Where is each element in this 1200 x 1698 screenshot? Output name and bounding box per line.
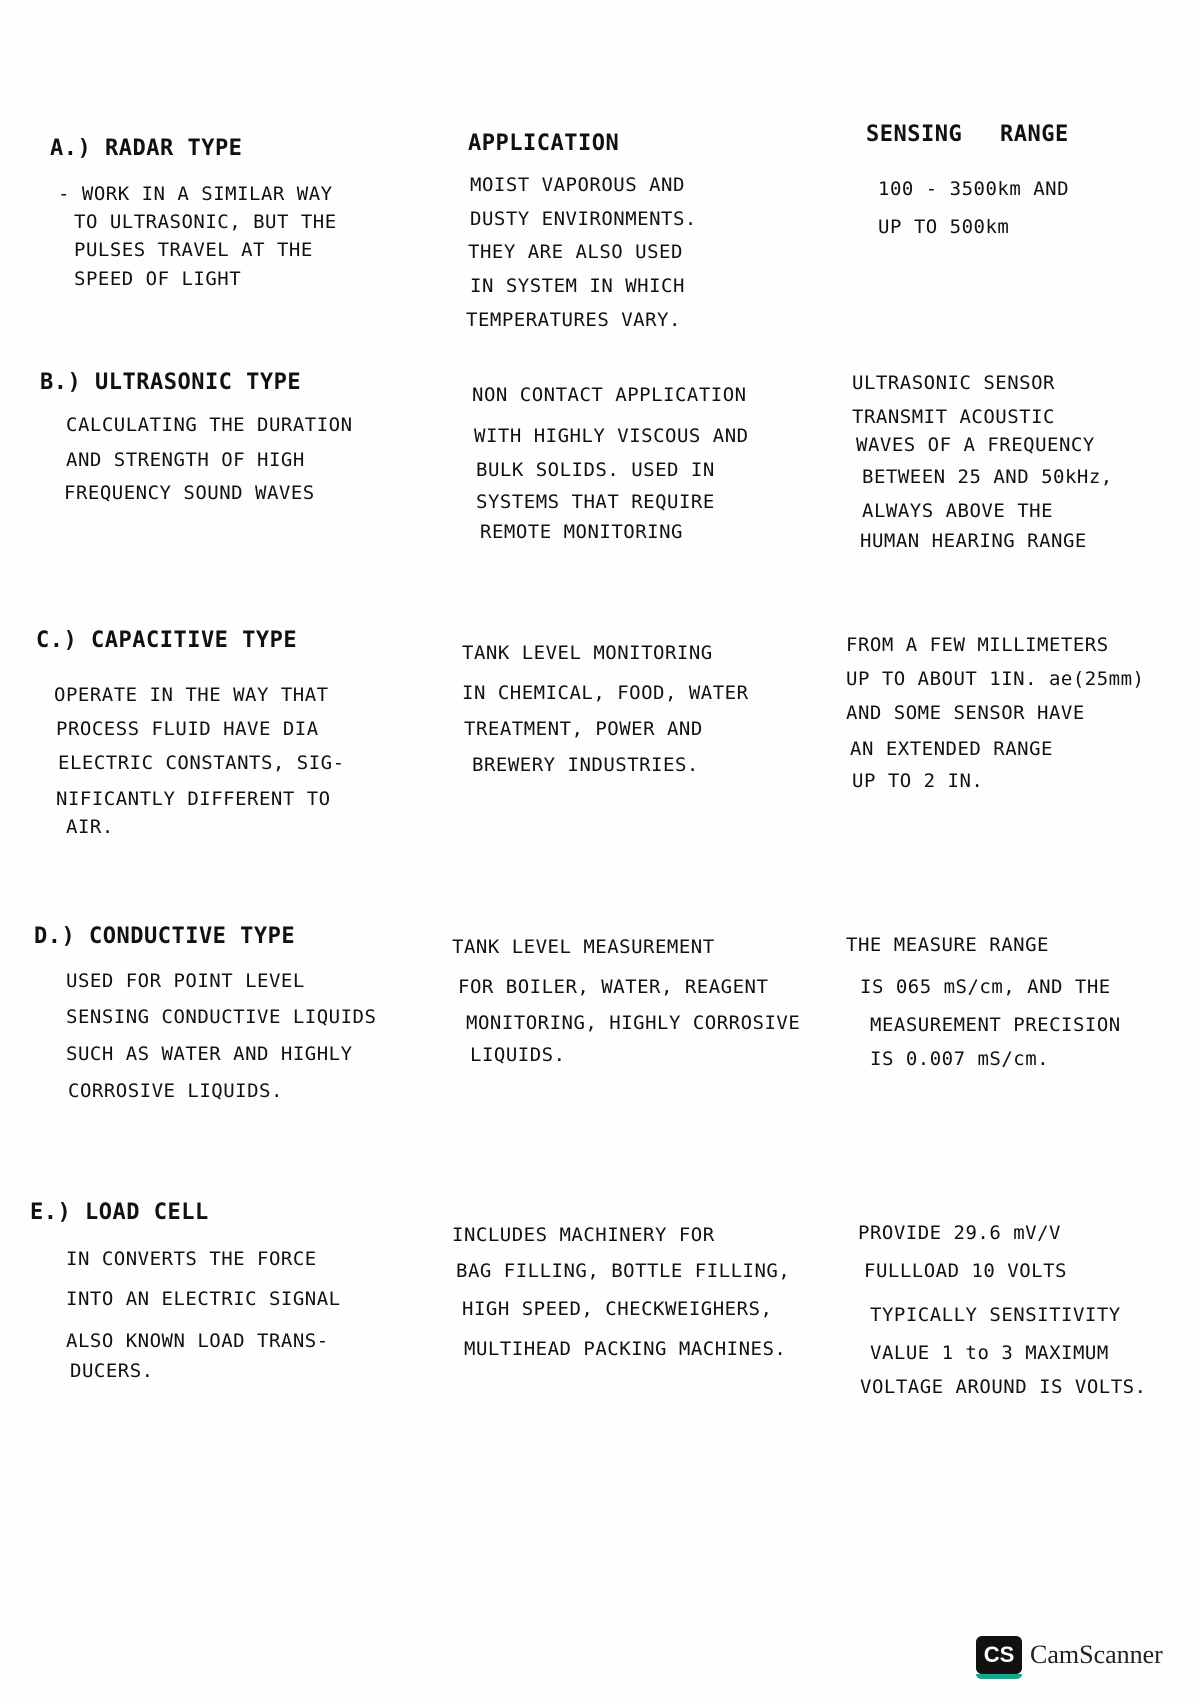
ultrasonic-range-line: WAVES OF A FREQUENCY [856, 434, 1095, 456]
radar-app-line: TEMPERATURES VARY. [466, 309, 681, 331]
ultrasonic-desc-line: AND STRENGTH OF HIGH [66, 449, 305, 471]
capacitive-app-line: TANK LEVEL MONITORING [462, 642, 713, 664]
conductive-app-line: MONITORING, HIGHLY CORROSIVE [466, 1012, 801, 1034]
ultrasonic-app-line: BULK SOLIDS. USED IN [476, 459, 715, 481]
loadcell-desc-line: INTO AN ELECTRIC SIGNAL [66, 1288, 341, 1310]
capacitive-range-line: UP TO 2 IN. [852, 770, 984, 792]
capacitive-desc-line: PROCESS FLUID HAVE DIA [56, 718, 319, 740]
capacitive-range-line: AN EXTENDED RANGE [850, 738, 1053, 760]
capacitive-app-line: BREWERY INDUSTRIES. [472, 754, 699, 776]
conductive-range-line: MEASUREMENT PRECISION [870, 1014, 1121, 1036]
ultrasonic-desc-line: CALCULATING THE DURATION [66, 414, 353, 436]
capacitive-desc-line: NIFICANTLY DIFFERENT TO [56, 788, 331, 810]
loadcell-app-line: BAG FILLING, BOTTLE FILLING, [456, 1260, 791, 1282]
loadcell-app-line: HIGH SPEED, CHECKWEIGHERS, [462, 1298, 773, 1320]
radar-desc-line: SPEED OF LIGHT [74, 268, 242, 290]
camscanner-name: CamScanner [1030, 1640, 1163, 1669]
loadcell-app-line: MULTIHEAD PACKING MACHINES. [464, 1338, 787, 1360]
sensing-range-header: SENSING RANGE [866, 122, 1069, 147]
ultrasonic-title: B.) ULTRASONIC TYPE [40, 370, 302, 395]
ultrasonic-desc-line: FREQUENCY SOUND WAVES [64, 482, 315, 504]
conductive-title: D.) CONDUCTIVE TYPE [34, 924, 296, 949]
radar-range-line: 100 - 3500km AND [878, 178, 1070, 200]
radar-desc-line: - WORK IN A SIMILAR WAY [58, 183, 333, 205]
conductive-desc-line: SENSING CONDUCTIVE LIQUIDS [66, 1006, 377, 1028]
loadcell-range-line: TYPICALLY SENSITIVITY [870, 1304, 1121, 1326]
loadcell-range-line: VOLTAGE AROUND IS VOLTS. [860, 1376, 1147, 1398]
radar-desc-line: TO ULTRASONIC, BUT THE [74, 211, 337, 233]
capacitive-title: C.) CAPACITIVE TYPE [36, 628, 298, 653]
capacitive-app-line: IN CHEMICAL, FOOD, WATER [462, 682, 749, 704]
capacitive-desc-line: AIR. [66, 816, 114, 838]
conductive-app-line: LIQUIDS. [470, 1044, 566, 1066]
ultrasonic-app-line: REMOTE MONITORING [480, 521, 683, 543]
capacitive-desc-line: ELECTRIC CONSTANTS, SIG- [58, 752, 345, 774]
loadcell-desc-line: ALSO KNOWN LOAD TRANS- [66, 1330, 329, 1352]
radar-app-line: THEY ARE ALSO USED [468, 241, 683, 263]
loadcell-range-line: FULLLOAD 10 VOLTS [864, 1260, 1067, 1282]
ultrasonic-app-line: SYSTEMS THAT REQUIRE [476, 491, 715, 513]
ultrasonic-app-line: WITH HIGHLY VISCOUS AND [474, 425, 749, 447]
radar-app-line: MOIST VAPOROUS AND [470, 174, 685, 196]
application-header: APPLICATION [468, 131, 620, 156]
loadcell-range-line: PROVIDE 29.6 mV/V [858, 1222, 1061, 1244]
ultrasonic-range-line: ALWAYS ABOVE THE [862, 500, 1054, 522]
radar-range-line: UP TO 500km [878, 216, 1010, 238]
conductive-app-line: FOR BOILER, WATER, REAGENT [458, 976, 769, 998]
capacitive-range-line: AND SOME SENSOR HAVE [846, 702, 1085, 724]
loadcell-desc-line: IN CONVERTS THE FORCE [66, 1248, 317, 1270]
ultrasonic-range-line: TRANSMIT ACOUSTIC [852, 406, 1055, 428]
ultrasonic-range-line: ULTRASONIC SENSOR [852, 372, 1055, 394]
radar-app-line: IN SYSTEM IN WHICH [470, 275, 685, 297]
radar-desc-line: PULSES TRAVEL AT THE [74, 239, 313, 261]
conductive-desc-line: CORROSIVE LIQUIDS. [68, 1080, 283, 1102]
conductive-range-line: IS 0.007 mS/cm. [870, 1048, 1050, 1070]
conductive-range-line: IS 065 mS/cm, AND THE [860, 976, 1111, 998]
conductive-app-line: TANK LEVEL MEASUREMENT [452, 936, 715, 958]
capacitive-app-line: TREATMENT, POWER AND [464, 718, 703, 740]
radar-title: A.) RADAR TYPE [50, 136, 243, 161]
loadcell-desc-line: DUCERS. [70, 1360, 154, 1382]
camscanner-logo: CS [976, 1636, 1022, 1674]
ultrasonic-range-line: BETWEEN 25 AND 50kHz, [862, 466, 1113, 488]
camscanner-watermark [976, 1636, 1163, 1674]
capacitive-desc-line: OPERATE IN THE WAY THAT [54, 684, 329, 706]
loadcell-title: E.) LOAD CELL [30, 1200, 209, 1225]
capacitive-range-line: FROM A FEW MILLIMETERS [846, 634, 1109, 656]
ultrasonic-app-line: NON CONTACT APPLICATION [472, 384, 747, 406]
loadcell-range-line: VALUE 1 to 3 MAXIMUM [870, 1342, 1109, 1364]
radar-app-line: DUSTY ENVIRONMENTS. [470, 208, 697, 230]
conductive-desc-line: SUCH AS WATER AND HIGHLY [66, 1043, 353, 1065]
capacitive-range-line: UP TO ABOUT 1IN. ae(25mm) [846, 668, 1145, 690]
conductive-desc-line: USED FOR POINT LEVEL [66, 970, 305, 992]
loadcell-app-line: INCLUDES MACHINERY FOR [452, 1224, 715, 1246]
ultrasonic-range-line: HUMAN HEARING RANGE [860, 530, 1087, 552]
conductive-range-line: THE MEASURE RANGE [846, 934, 1049, 956]
